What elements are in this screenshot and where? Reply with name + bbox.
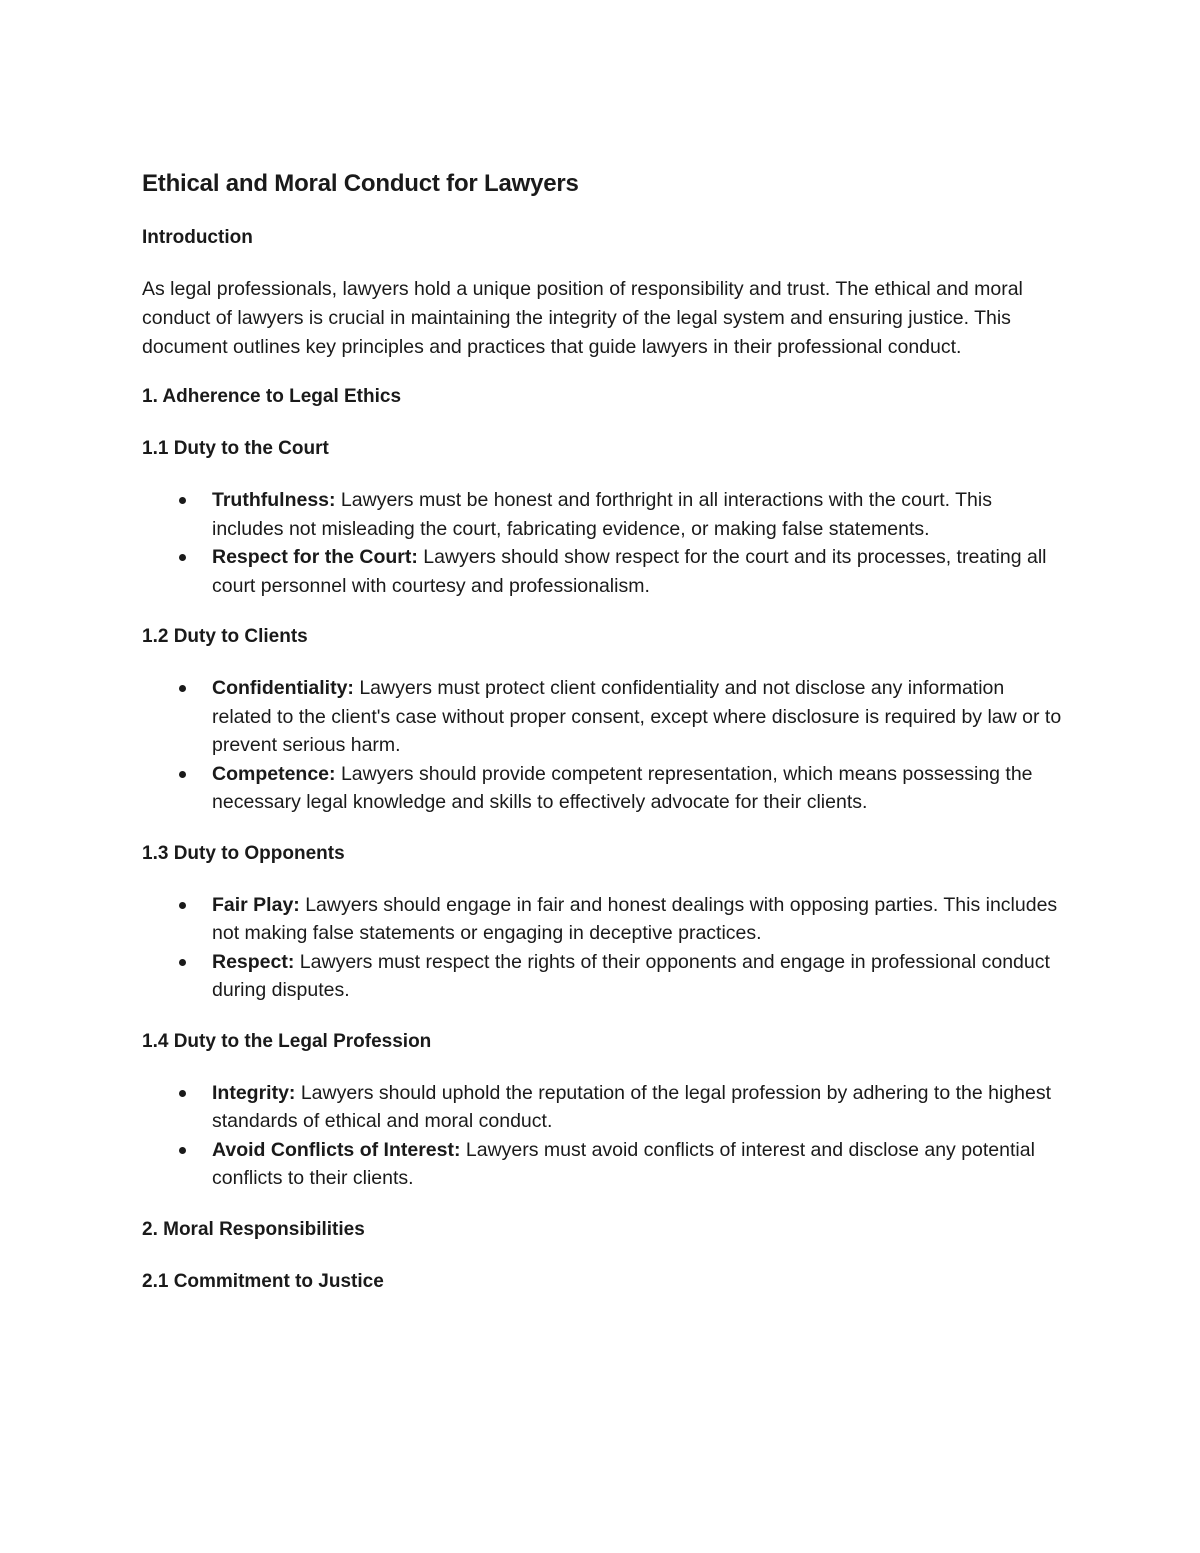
section-2-heading: 2. Moral Responsibilities [142, 1218, 365, 1240]
bullet-icon [179, 771, 186, 778]
section-2-1-heading: 2.1 Commitment to Justice [142, 1270, 384, 1292]
intro-heading: Introduction [142, 227, 253, 248]
item-term: Integrity: [212, 1081, 296, 1104]
list-item [142, 891, 1062, 948]
list-item [142, 948, 1062, 1005]
item-text: Lawyers must be honest and forthright in all interactions with the court. This includes not misleading the court, fabricating evidence, or making false statements. [212, 489, 992, 540]
item-term: Truthfulness: [212, 489, 336, 511]
section-1-1-heading: 1.1 Duty to the Court [142, 438, 329, 459]
section-1-1-list [142, 486, 1072, 600]
item-term: Avoid Conflicts of Interest: [212, 1138, 461, 1161]
section-1-3-heading: 1.3 Duty to Opponents [142, 842, 345, 864]
bullet-icon [179, 554, 186, 561]
item-term: Respect for the Court: [212, 546, 418, 568]
section-1-4-list [142, 1079, 1072, 1193]
section-1-2-list [142, 674, 1072, 817]
item-term: Confidentiality: [212, 677, 354, 699]
item-term: Respect: [212, 950, 295, 973]
section-1-3-list [142, 891, 1072, 1005]
item-text: Lawyers should uphold the reputation of the legal profession by adhering to the highest standards of ethical and moral conduct. [212, 1081, 1052, 1132]
bullet-icon [179, 959, 186, 966]
list-item [142, 486, 1062, 543]
intro-paragraph: As legal professionals, lawyers hold a unique position of responsibility and trust. The ethical and moral conduct of lawyers is crucial in maintaining the integrity of the legal system and ensuring justice. This document outlines key principles and practices that guide lawyers in their professional conduct. [142, 278, 1023, 358]
list-item [142, 543, 1062, 600]
document-page [142, 168, 1072, 1295]
section-1-heading: 1. Adherence to Legal Ethics [142, 386, 402, 407]
list-item [142, 674, 1062, 760]
bullet-icon [179, 1090, 186, 1097]
bullet-icon [179, 1147, 186, 1154]
list-item [142, 1079, 1062, 1136]
item-text: Lawyers must respect the rights of their opponents and engage in professional conduct during disputes. [212, 950, 1050, 1001]
section-1-2-heading: 1.2 Duty to Clients [142, 626, 308, 647]
document-title: Ethical and Moral Conduct for Lawyers [142, 170, 579, 197]
item-text: Lawyers should engage in fair and honest dealings with opposing parties. This includes not making false statements or engaging in deceptive practices. [212, 893, 1058, 944]
list-item [142, 760, 1062, 817]
list-item [142, 1136, 1062, 1193]
item-text: Lawyers must avoid conflicts of interest and disclose any potential conflicts to their clients. [212, 1138, 1035, 1189]
bullet-icon [179, 685, 186, 692]
item-term: Fair Play: [212, 893, 300, 916]
item-term: Competence: [212, 762, 336, 785]
item-text: Lawyers should provide competent representation, which means possessing the necessary legal knowledge and skills to effectively advocate for their clients. [212, 762, 1033, 813]
section-1-4-heading: 1.4 Duty to the Legal Profession [142, 1030, 432, 1052]
item-text: Lawyers must protect client confidentiality and not disclose any information related to the client's case without proper consent, except where disclosure is required by law or to prevent serious harm. [212, 677, 1062, 756]
item-text: Lawyers should show respect for the court and its processes, treating all court personnel with courtesy and professionalism. [212, 546, 1047, 597]
bullet-icon [179, 497, 186, 504]
bullet-icon [179, 902, 186, 909]
